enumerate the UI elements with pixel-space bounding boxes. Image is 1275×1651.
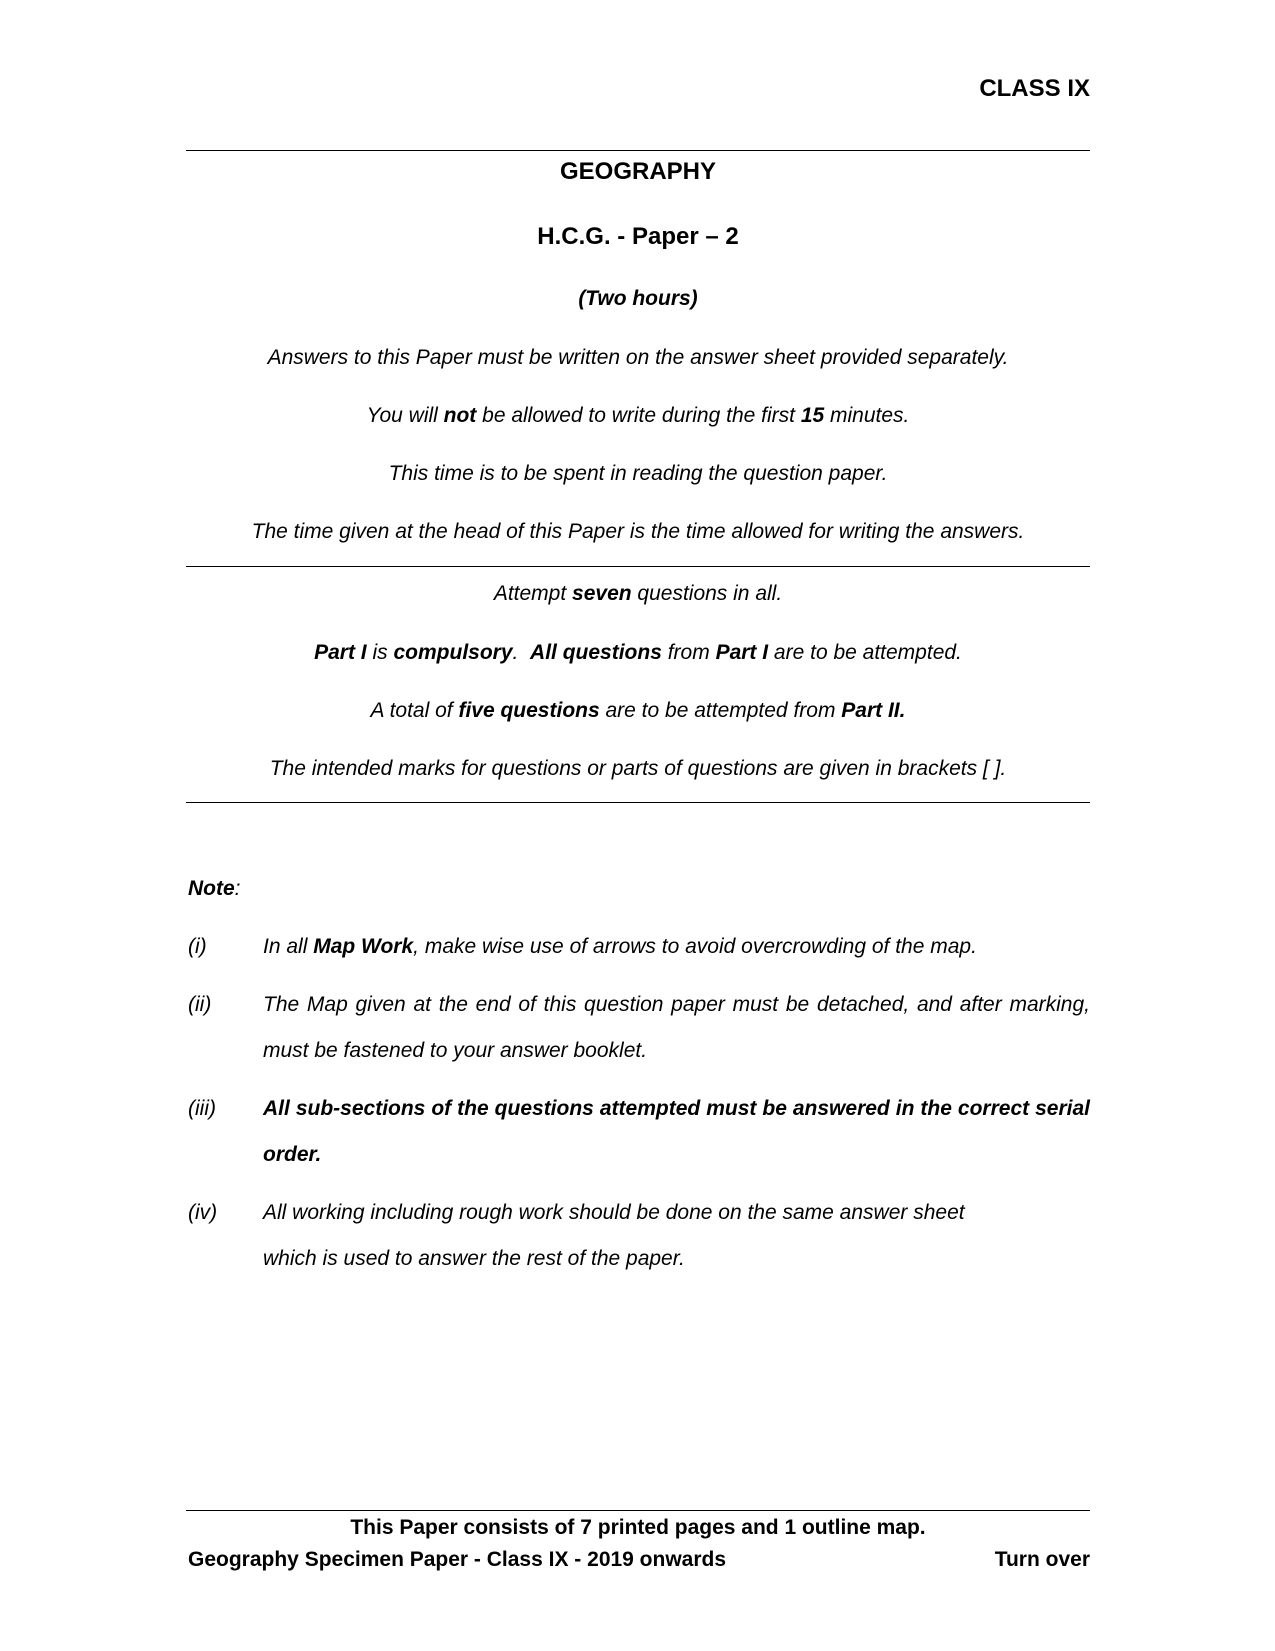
paper-title: H.C.G. - Paper – 2	[537, 223, 739, 250]
subject-title: GEOGRAPHY	[559, 158, 717, 185]
note-number: (i)	[188, 935, 207, 958]
note-item	[188, 982, 1090, 1074]
marks-instruction: The intended marks for questions or parts of questions are given in brackets [ ].	[269, 757, 1007, 780]
answers-instruction: Answers to this Paper must be written on the answer sheet provided separately.	[267, 346, 1009, 369]
note-item	[188, 924, 1090, 970]
footer-rule	[186, 1510, 1090, 1511]
part-two-instruction: A total of five questions are to be attempted from Part II.	[370, 699, 906, 722]
note-number: (iii)	[188, 1097, 216, 1120]
class-label: CLASS IX	[979, 75, 1090, 102]
note-item	[188, 1190, 1090, 1282]
note-number: (ii)	[188, 993, 212, 1016]
instructions-rule	[186, 566, 1090, 567]
note-heading: Note:	[188, 877, 241, 900]
note-text: All sub-sections of the questions attempted must be answered in the correct serial order.	[263, 1097, 1090, 1166]
turn-over-label: Turn over	[994, 1548, 1090, 1571]
note-text: All working including rough work should be done on the same answer sheet which is used to answer the rest of the paper.	[263, 1201, 965, 1270]
writing-time-instruction: You will not be allowed to write during the first 15 minutes.	[366, 404, 910, 427]
page-count-note: This Paper consists of 7 printed pages and 1 outline map.	[350, 1516, 926, 1539]
paper-name-footer: Geography Specimen Paper - Class IX - 2019 onwards	[188, 1548, 727, 1571]
time-instruction: The time given at the head of this Paper is the time allowed for writing the answers.	[251, 520, 1025, 543]
header-rule	[186, 150, 1090, 151]
attempt-instruction: Attempt seven questions in all.	[493, 582, 783, 605]
note-text: The Map given at the end of this question paper must be detached, and after marking, must be fastened to your answer booklet.	[263, 993, 1090, 1062]
duration: (Two hours)	[578, 287, 698, 310]
note-text: In all Map Work, make wise use of arrows to avoid overcrowding of the map.	[263, 935, 977, 958]
note-item	[188, 1086, 1090, 1178]
reading-instruction: This time is to be spent in reading the question paper.	[388, 462, 888, 485]
attempt-rule	[186, 802, 1090, 803]
note-number: (iv)	[188, 1201, 218, 1224]
part-one-instruction: Part I is compulsory. All questions from Part I are to be attempted.	[314, 641, 962, 664]
